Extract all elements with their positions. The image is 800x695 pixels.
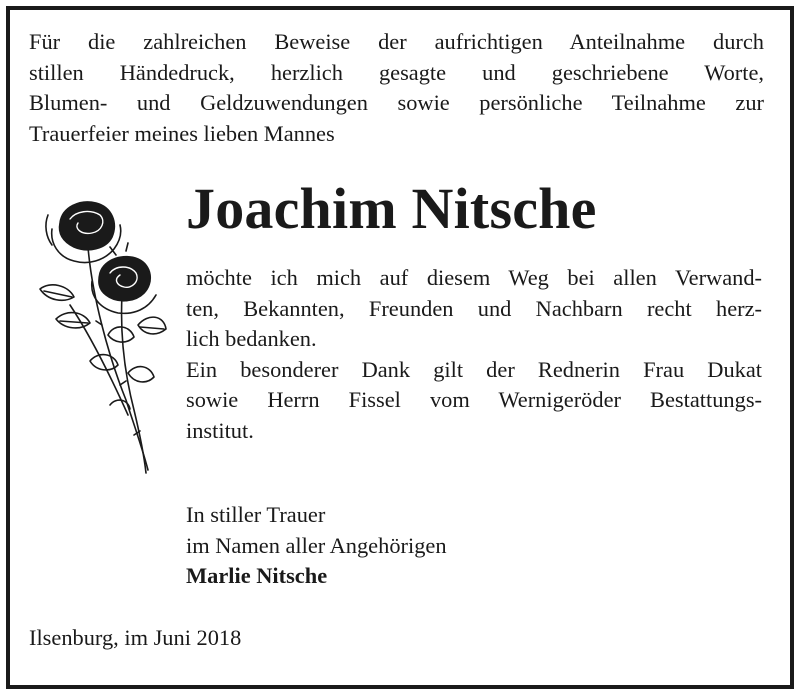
signer-name: Marlie Nitsche bbox=[186, 563, 328, 589]
thanks-line: möchte ich mich auf diesem Weg bei allen Verwand- bbox=[186, 265, 762, 290]
thanks-line: Ein besonderer Dank gilt der Rednerin Frau Dukat bbox=[186, 356, 762, 382]
thanks-line: institut. bbox=[186, 417, 254, 443]
thanks-line: sowie Herrn Fissel vom Wernigeröder Bestattungs- bbox=[186, 387, 762, 413]
intro-line: Trauerfeier meines lieben Mannes bbox=[29, 120, 335, 146]
closing-block bbox=[186, 500, 447, 592]
closing-line-mourning: In stiller Trauer bbox=[186, 502, 326, 527]
intro-line: Blumen- und Geldzuwendungen sowie persönliche Teilnahme zur bbox=[29, 90, 764, 116]
intro-paragraph bbox=[29, 27, 764, 149]
intro-line: Für die zahlreichen Beweise der aufrichtigen Anteilnahme durch bbox=[29, 29, 764, 54]
deceased-name-heading: Joachim Nitsche bbox=[186, 176, 597, 241]
rose-illustration-icon bbox=[30, 185, 170, 480]
thanks-line: lich bedanken. bbox=[186, 326, 317, 352]
place-date: Ilsenburg, im Juni 2018 bbox=[29, 625, 242, 650]
thanks-line: ten, Bekannten, Freunden und Nachbarn recht herz- bbox=[186, 295, 762, 321]
intro-line: stillen Händedruck, herzlich gesagte und geschriebene Worte, bbox=[29, 59, 764, 85]
closing-line-family: im Namen aller Angehörigen bbox=[186, 532, 447, 558]
thanks-paragraph bbox=[186, 263, 762, 447]
